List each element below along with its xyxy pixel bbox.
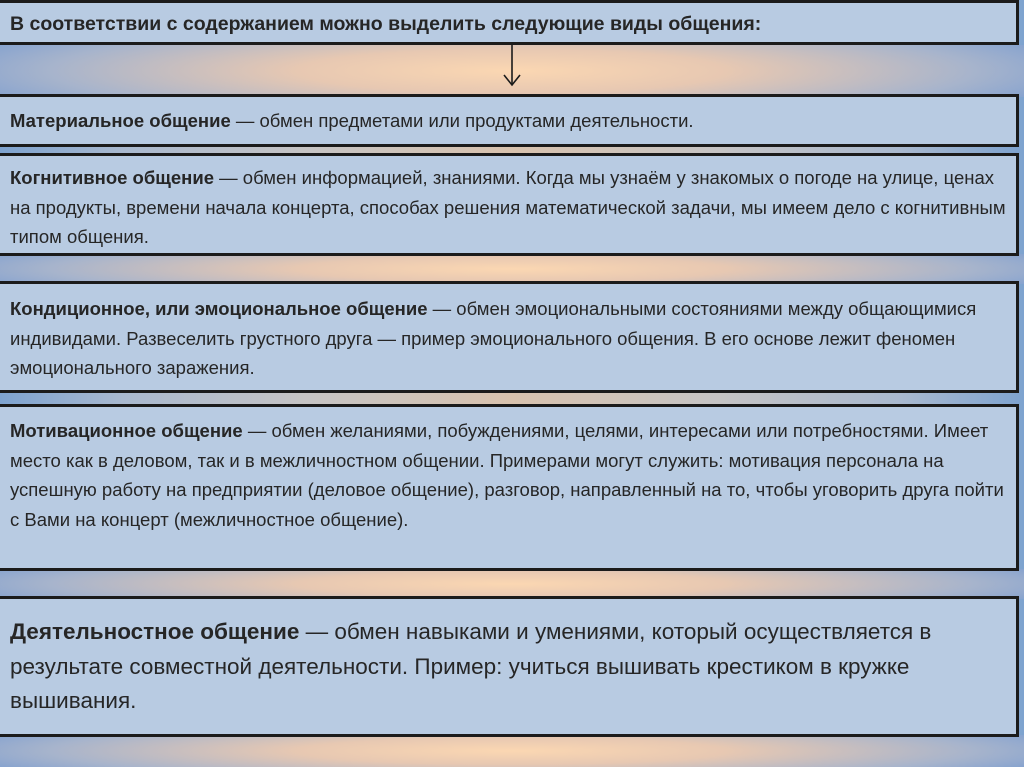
item-definition: — обмен желаниями, побуждениями, целями, интересами или потребностями. Имеет место как в деловом, так и в межличностном общении. Примерами могут служить: мотивация персонала на успешную работу на предприятии (деловое общение), разговор, направленный на то, чтобы уговорить друга пойти с Вами на концерт (межличностное общение).: [10, 420, 1004, 530]
item-motivational: [0, 404, 1019, 571]
item-definition: — обмен предметами или продуктами деятельности.: [230, 110, 694, 131]
background-band: [0, 254, 1024, 284]
item-term: Материальное общение: [10, 110, 231, 131]
item-definition: — обмен навыками и умениями, который осуществляется в результате совместной деятельности. Пример: учиться вышивать крестиком в кружке вышивания.: [10, 619, 932, 713]
item-cognitive: [0, 153, 1019, 256]
item-conditional: [0, 281, 1019, 393]
item-term: Деятельностное общение: [10, 619, 300, 644]
item-term: Кондиционное, или эмоциональное общение: [10, 298, 428, 319]
header-box: [0, 0, 1019, 45]
item-text: [10, 416, 1006, 534]
item-definition: — обмен информацией, знаниями. Когда мы узнаём у знакомых о погоде на улице, ценах на продукты, времени начала концерта, способах решения математической задачи, мы имеем дело с когнитивным типом общения.: [10, 167, 1006, 247]
item-definition: — обмен эмоциональными состояниями между общающимися индивидами. Развеселить грустного друга — пример эмоционального общения. В его основе лежит феномен эмоционального заражения.: [10, 298, 977, 378]
item-text: [10, 106, 1006, 136]
item-text: [10, 615, 1006, 719]
item-term: Мотивационное общение: [10, 420, 243, 441]
item-term: Когнитивное общение: [10, 167, 215, 188]
page-title: В соответствии с содержанием можно выделить следующие виды общения:: [10, 13, 762, 35]
item-material: [0, 94, 1019, 147]
item-text: [10, 163, 1006, 252]
item-text: [10, 294, 1006, 383]
background-band: [0, 735, 1024, 767]
background-band: [0, 569, 1024, 599]
arrow-down-icon: [500, 44, 524, 88]
item-activity: [0, 596, 1019, 737]
